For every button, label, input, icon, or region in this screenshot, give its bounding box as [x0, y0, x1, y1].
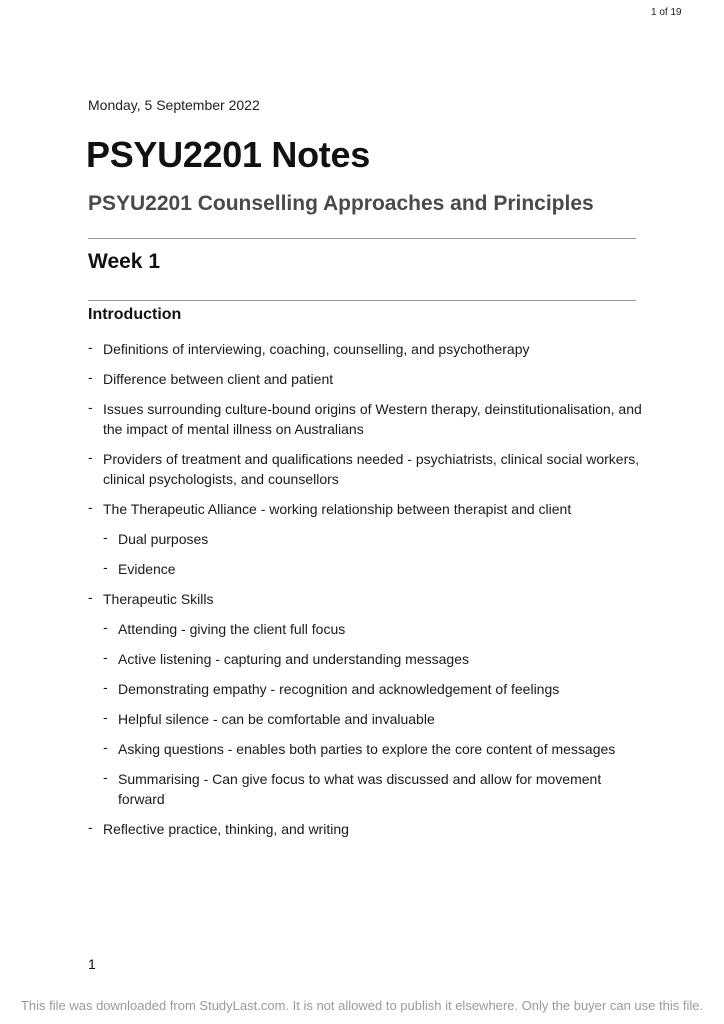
bullet-text: Summarising - Can give focus to what was discussed and allow for movement forward — [118, 771, 602, 807]
bullet-item — [88, 339, 648, 359]
sub-bullet-item — [103, 529, 648, 549]
sub-bullet-item — [103, 619, 648, 639]
bullet-dash: - — [88, 339, 93, 355]
bullet-dash: - — [103, 709, 108, 725]
bullet-item — [88, 819, 648, 839]
sub-bullet-item — [103, 649, 648, 669]
bullet-dash: - — [103, 679, 108, 695]
divider — [88, 238, 636, 239]
sub-bullet-item — [103, 739, 648, 759]
bullet-dash: - — [103, 739, 108, 755]
bullet-text: Helpful silence - can be comfortable and invaluable — [118, 711, 435, 727]
page-number: 1 — [88, 956, 96, 972]
bullet-item — [88, 499, 648, 519]
bullet-text: Attending - giving the client full focus — [118, 621, 346, 637]
bullet-dash: - — [103, 769, 108, 785]
bullet-text: Difference between client and patient — [103, 371, 334, 387]
document-title: PSYU2201 Notes — [86, 134, 370, 175]
sub-bullet-item — [103, 709, 648, 729]
bullet-dash: - — [88, 819, 93, 835]
section-heading: Introduction — [88, 306, 182, 323]
bullet-dash: - — [88, 369, 93, 385]
bullet-dash: - — [103, 529, 108, 545]
bullet-text: Issues surrounding culture-bound origins of Western therapy, deinstitutionalisation, and the impact of mental illness on Australians — [103, 401, 642, 437]
bullet-text: Asking questions - enables both parties to explore the core content of messages — [118, 741, 616, 757]
bullet-text: Reflective practice, thinking, and writing — [103, 821, 349, 837]
bullet-dash: - — [88, 499, 93, 515]
bullet-item — [88, 369, 648, 389]
bullet-item — [88, 399, 648, 439]
bullet-text: Definitions of interviewing, coaching, counselling, and psychotherapy — [103, 341, 530, 357]
bullet-text: Active listening - capturing and understanding messages — [118, 651, 469, 667]
bullet-dash: - — [103, 559, 108, 575]
bullet-text: Dual purposes — [118, 531, 209, 547]
sub-bullet-item — [103, 679, 648, 699]
bullet-text: Therapeutic Skills — [103, 591, 214, 607]
bullet-dash: - — [88, 589, 93, 605]
bullet-text: Evidence — [118, 561, 176, 577]
bullet-text: The Therapeutic Alliance - working relationship between therapist and client — [103, 501, 572, 517]
bullet-list — [88, 339, 648, 849]
document-date: Monday, 5 September 2022 — [88, 97, 260, 113]
download-watermark: This file was downloaded from StudyLast.com. It is not allowed to publish it elsewhere. Only the buyer can use this file. — [20, 998, 704, 1013]
bullet-item — [88, 449, 648, 489]
sub-bullet-item — [103, 559, 648, 579]
sub-bullet-item — [103, 769, 648, 809]
week-heading: Week 1 — [88, 250, 160, 273]
page-counter: 1 of 19 — [651, 7, 682, 18]
bullet-text: Demonstrating empathy - recognition and acknowledgement of feelings — [118, 681, 560, 697]
divider — [88, 300, 636, 301]
bullet-item — [88, 589, 648, 609]
document-subtitle: PSYU2201 Counselling Approaches and Principles — [88, 192, 594, 215]
bullet-dash: - — [103, 619, 108, 635]
bullet-dash: - — [88, 399, 93, 415]
bullet-text: Providers of treatment and qualifications needed - psychiatrists, clinical social workers, clinical psychologists, and counsellors — [103, 451, 640, 487]
bullet-dash: - — [88, 449, 93, 465]
bullet-dash: - — [103, 649, 108, 665]
